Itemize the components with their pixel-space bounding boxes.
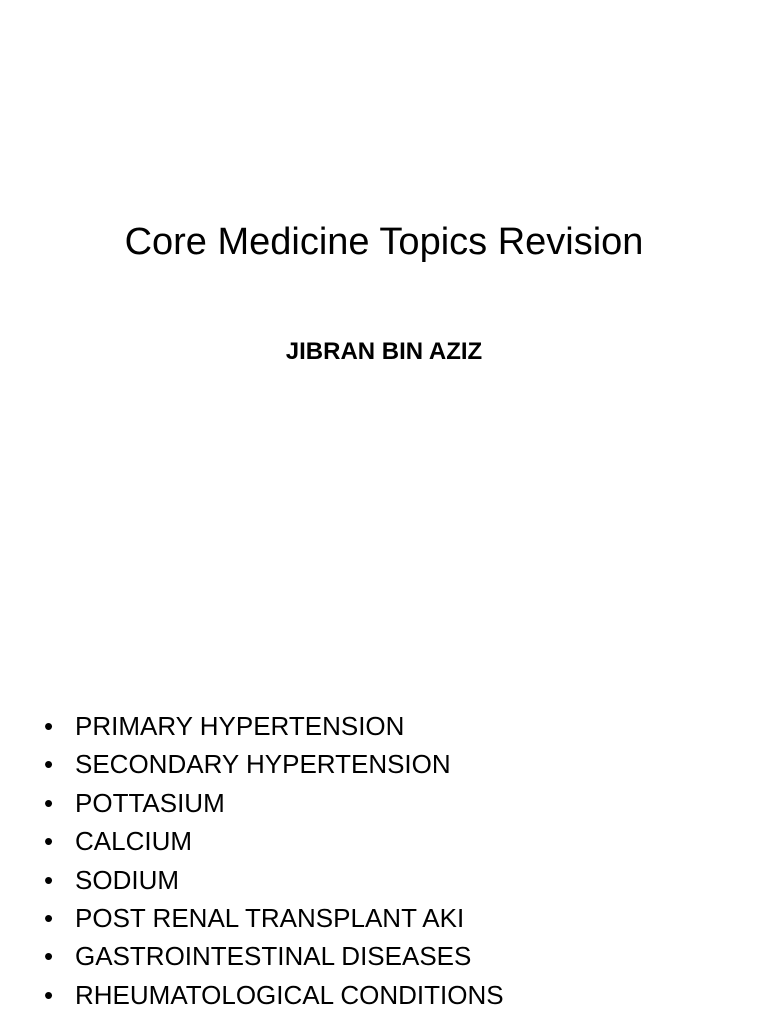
bullet-icon: •	[44, 979, 54, 1010]
topics-slide	[0, 576, 768, 1024]
list-item	[44, 937, 504, 975]
bullet-icon: •	[44, 749, 54, 780]
topic-label: GASTROINTESTINAL DISEASES	[75, 941, 472, 972]
list-item	[44, 861, 504, 899]
topic-label: POST RENAL TRANSPLANT AKI	[75, 902, 465, 933]
bullet-icon: •	[44, 902, 54, 933]
bullet-icon: •	[44, 787, 54, 818]
list-item	[44, 822, 504, 860]
bullet-icon: •	[44, 864, 54, 895]
list-item	[44, 976, 504, 1014]
bullet-icon: •	[44, 711, 54, 741]
topic-label: SODIUM	[75, 864, 179, 895]
list-item	[44, 784, 504, 822]
list-item	[44, 899, 504, 937]
author-name: JIBRAN BIN AZIZ	[285, 338, 483, 365]
topic-label: SECONDARY HYPERTENSION	[75, 749, 451, 780]
bullet-icon: •	[44, 941, 54, 972]
topic-label: CALCIUM	[75, 826, 193, 857]
list-item	[44, 745, 504, 783]
topic-label: POTTASIUM	[75, 787, 225, 818]
topic-list	[44, 707, 504, 1014]
list-item	[44, 707, 504, 745]
topic-label: RHEUMATOLOGICAL CONDITIONS	[75, 979, 504, 1010]
topic-label: PRIMARY HYPERTENSION	[75, 711, 405, 741]
bullet-icon: •	[44, 826, 54, 857]
presentation-title: Core Medicine Topics Revision	[124, 221, 644, 263]
